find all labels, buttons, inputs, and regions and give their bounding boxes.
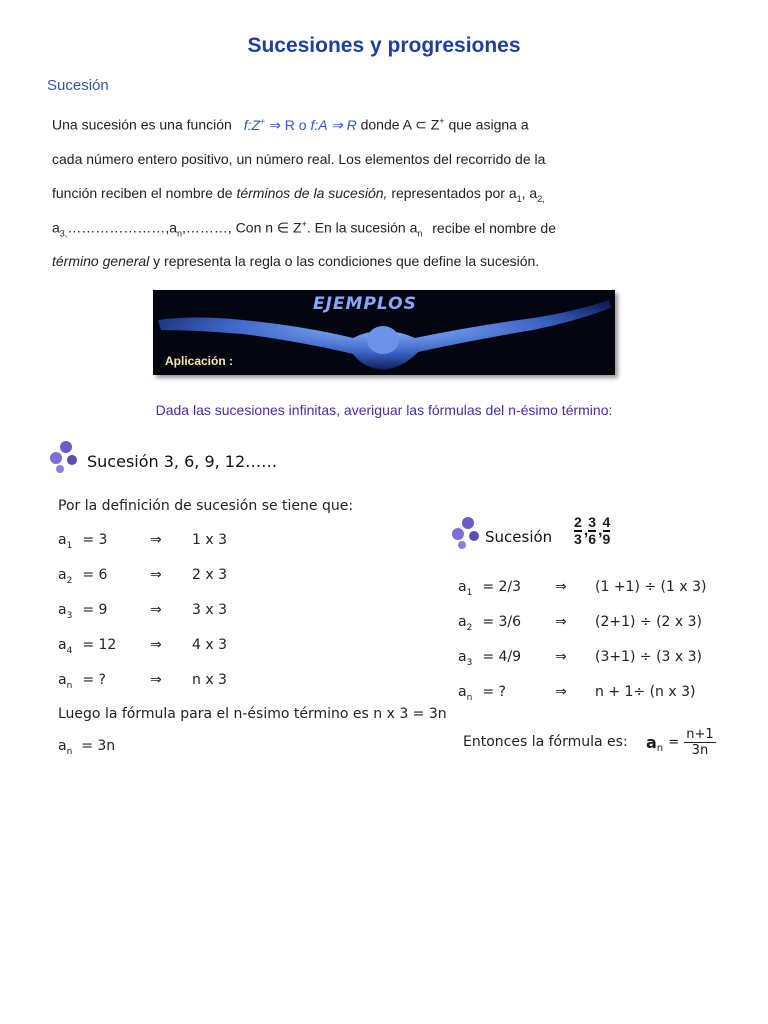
- def-text: ,………, Con n ∈ Z: [182, 219, 302, 236]
- fraction-den: 3: [574, 531, 582, 547]
- row-sub: n: [66, 746, 73, 757]
- banner-title: EJEMPLOS: [313, 294, 417, 314]
- example1-result: $a_n = 3n$: [58, 738, 116, 757]
- row-value: = 3: [82, 532, 108, 548]
- definition-line-3: [52, 185, 545, 204]
- row-term: $a_1 = 3$: [58, 532, 108, 551]
- def-text-2: donde A ⊂ Z: [360, 116, 440, 133]
- row-value: = ?: [482, 684, 506, 700]
- row-sub: n: [66, 680, 73, 691]
- def-text: a: [52, 219, 60, 236]
- row-value: = 2/3: [482, 579, 522, 595]
- fraction: [603, 515, 611, 547]
- def-text: representados por a: [391, 185, 517, 201]
- row-arrow: ⇒: [555, 579, 567, 595]
- def-sub: 2,: [537, 193, 545, 204]
- def-text: recibe el nombre de: [432, 219, 557, 236]
- example1-lead: Por la definición de sucesión se tiene que:: [58, 498, 354, 514]
- row-arrow: ⇒: [150, 637, 162, 653]
- formula-sub: n: [656, 743, 664, 755]
- def-text: y representa la regla o las condiciones que define la sucesión.: [153, 253, 540, 269]
- def-func2: ⇒ R o: [269, 116, 307, 133]
- row-sub: 3: [66, 610, 73, 621]
- fraction: [574, 515, 582, 547]
- molecule-icon: [450, 516, 482, 550]
- row-rhs: (2+1) ÷ (2 x 3): [595, 614, 703, 630]
- def-sup: +: [260, 116, 266, 126]
- formula-numerator: n+1: [686, 727, 714, 742]
- row-sub: 4: [66, 645, 73, 656]
- row-term: $a_n$ = ?: [58, 672, 106, 691]
- row-sub: 2: [466, 622, 473, 633]
- result-value: = 3n: [81, 738, 116, 754]
- example1-conclusion: Luego la fórmula para el n-ésimo término es n x 3 = 3n: [58, 706, 447, 722]
- example1-heading: Sucesión 3, 6, 9, 12……: [87, 452, 278, 471]
- row-value: = 6: [82, 567, 108, 583]
- row-arrow: ⇒: [555, 684, 567, 700]
- def-sub: n: [177, 228, 183, 239]
- row-term: $a_2 = 6$: [58, 567, 108, 586]
- section-heading: Sucesión: [47, 77, 109, 94]
- row-value: = ?: [82, 672, 106, 688]
- def-text: Una sucesión es una función: [52, 116, 232, 133]
- row-arrow: ⇒: [150, 672, 162, 688]
- example2-fractions: $\frac{2}{3}$ , $\frac{3}{6}$ , $\frac{4}{9}$: [574, 514, 611, 547]
- row-term: $a_1 = 2/3$: [458, 579, 522, 598]
- example2-conclusion: Entonces la fórmula es:: [463, 734, 628, 750]
- row-value: = 9: [82, 602, 108, 618]
- def-sup: +: [301, 219, 307, 229]
- example2-heading: Sucesión: [485, 528, 553, 546]
- row-sub: 1: [66, 540, 73, 551]
- definition-line-4: [52, 219, 556, 238]
- def-sub: n: [417, 228, 423, 239]
- row-rhs: 4 x 3: [192, 637, 227, 653]
- row-arrow: ⇒: [555, 614, 567, 630]
- row-value: = 3/6: [482, 614, 522, 630]
- def-sub: 1: [516, 193, 522, 204]
- def-sup-2: +: [439, 116, 445, 126]
- row-arrow: ⇒: [555, 649, 567, 665]
- def-italic: término general: [52, 253, 150, 269]
- row-rhs: 2 x 3: [192, 567, 227, 583]
- row-term: $a_n$ = ?: [458, 684, 506, 703]
- definition-line-2: cada número entero positivo, un número real. Los elementos del recorrido de la: [52, 151, 546, 167]
- page-title: Sucesiones y progresiones: [247, 34, 521, 57]
- def-func3: f:A ⇒ R: [310, 116, 357, 133]
- examples-banner: [153, 290, 615, 375]
- molecule-icon: [48, 440, 80, 474]
- row-rhs: n + 1÷ (n x 3): [595, 684, 696, 700]
- fraction-num: 2: [574, 514, 582, 530]
- row-sub: 2: [66, 575, 73, 586]
- row-arrow: ⇒: [150, 602, 162, 618]
- row-rhs: 1 x 3: [192, 532, 227, 548]
- fraction-num: 4: [602, 514, 611, 530]
- fraction-den: 9: [602, 531, 611, 547]
- fraction-num: 3: [588, 514, 597, 530]
- def-text: , a: [521, 185, 538, 201]
- row-sub: n: [466, 692, 473, 703]
- def-italic: términos de la sucesión,: [236, 185, 388, 201]
- formula-denominator: 3n: [691, 743, 709, 758]
- row-term: $a_3 = 4/9$: [458, 649, 522, 668]
- row-term: $a_2 = 3/6$: [458, 614, 522, 633]
- example2-formula: $a_n$ = $\frac{n+1}{3n}$: [646, 727, 714, 758]
- fraction: [588, 515, 596, 547]
- fraction-den: 6: [588, 531, 597, 547]
- row-rhs: 3 x 3: [192, 602, 227, 618]
- row-rhs: (1 +1) ÷ (1 x 3): [595, 579, 707, 595]
- def-func: f:Z: [243, 116, 261, 133]
- row-arrow: ⇒: [150, 567, 162, 583]
- row-value: = 12: [82, 637, 117, 653]
- def-sub: 3,: [59, 228, 68, 239]
- row-arrow: ⇒: [150, 532, 162, 548]
- row-term: $a_4 = 12$: [58, 637, 117, 656]
- def-text: . En la sucesión a: [306, 219, 418, 236]
- def-text: función reciben el nombre de: [52, 185, 233, 201]
- definition-line-5: [52, 253, 539, 269]
- row-sub: 3: [466, 657, 473, 668]
- intro-text: Dada las sucesiones infinitas, averiguar las fórmulas del n-ésimo término:: [155, 402, 613, 418]
- row-value: = 4/9: [482, 649, 522, 665]
- row-term: $a_3 = 9$: [58, 602, 108, 621]
- banner-app-label: Aplicación :: [165, 354, 234, 368]
- row-sub: 1: [466, 587, 473, 598]
- row-rhs: (3+1) ÷ (3 x 3): [595, 649, 703, 665]
- def-text-3: que asigna a: [448, 116, 529, 133]
- row-rhs: n x 3: [192, 672, 227, 688]
- definition-line-1: [52, 116, 529, 134]
- def-text: …………………,a: [67, 219, 177, 236]
